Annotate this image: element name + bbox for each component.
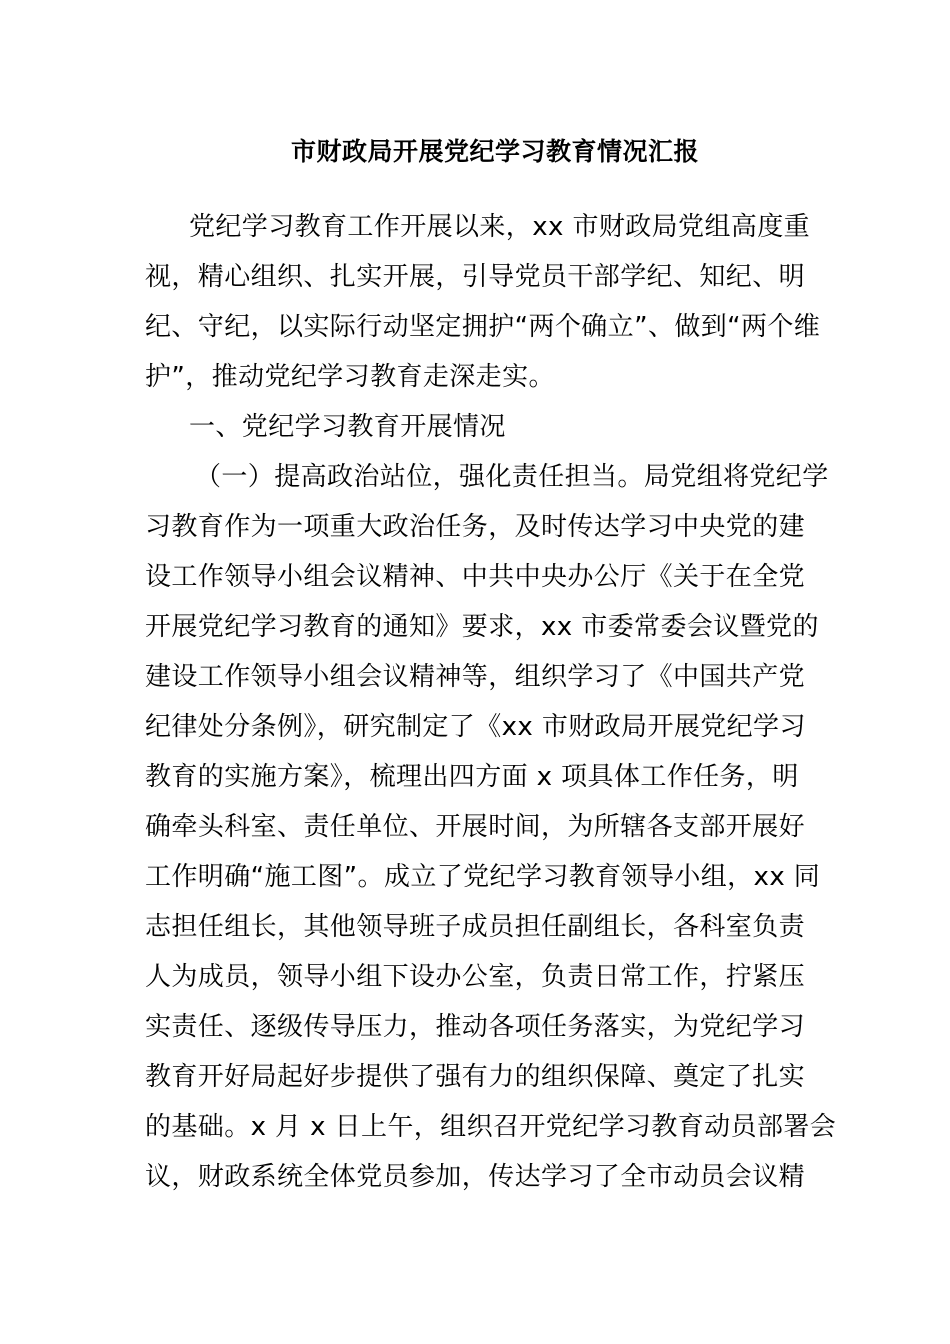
paragraph-line: 护”，推动党纪学习教育走深走实。 <box>145 362 555 392</box>
paragraph-line: 教育的实施方案》，梳理出四方面 x 项具体工作任务，明 <box>145 762 799 792</box>
paragraph-line: 习教育作为一项重大政治任务，及时传达学习中央党的建 <box>145 512 806 542</box>
paragraph-line: 设工作领导小组会议精神、中共中央办公厅《关于在全党 <box>145 562 806 592</box>
paragraph-line: 实责任、逐级传导压力，推动各项任务落实，为党纪学习 <box>145 1012 806 1042</box>
paragraph-line: 的基础。x 月 x 日上午，组织召开党纪学习教育动员部署会 <box>145 1112 837 1142</box>
document-title: 市财政局开展党纪学习教育情况汇报 <box>290 137 699 166</box>
paragraph-line: 工作明确“施工图”。成立了党纪学习教育领导小组，xx 同 <box>145 862 821 892</box>
paragraph-line: 教育开好局起好步提供了强有力的组织保障、奠定了扎实 <box>145 1062 806 1092</box>
paragraph-line: 人为成员，领导小组下设办公室，负责日常工作，拧紧压 <box>145 962 806 992</box>
paragraph-line: 议，财政系统全体党员参加，传达学习了全市动员会议精 <box>145 1162 806 1192</box>
paragraph-line: 视，精心组织、扎实开展，引导党员干部学纪、知纪、明 <box>145 262 806 292</box>
paragraph-line: 纪、守纪，以实际行动坚定拥护“两个确立”、做到“两个维 <box>145 312 821 342</box>
paragraph-line: 纪律处分条例》，研究制定了《xx 市财政局开展党纪学习 <box>145 712 806 742</box>
paragraph-line: 建设工作领导小组会议精神等，组织学习了《中国共产党 <box>145 662 806 692</box>
paragraph-line: 党纪学习教育工作开展以来，xx 市财政局党组高度重 <box>189 212 811 242</box>
paragraph-line: 志担任组长，其他领导班子成员担任副组长，各科室负责 <box>145 912 806 942</box>
paragraph-line: （一）提高政治站位，强化责任担当。局党组将党纪学 <box>195 462 829 492</box>
section-heading: 一、党纪学习教育开展情况 <box>189 412 506 442</box>
paragraph-line: 开展党纪学习教育的通知》要求，xx 市委常委会议暨党的 <box>145 612 819 642</box>
paragraph-line: 确牵头科室、责任单位、开展时间，为所辖各支部开展好 <box>145 812 806 842</box>
document-body <box>145 202 837 1202</box>
